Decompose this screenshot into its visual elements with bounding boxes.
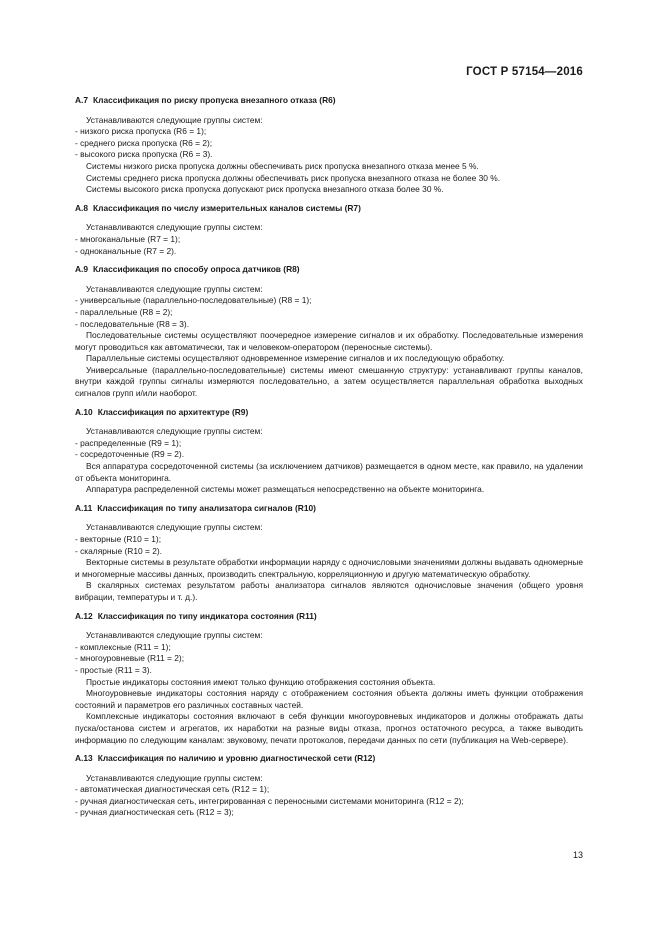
list-intro: Устанавливаются следующие группы систем: bbox=[86, 426, 263, 437]
list-intro: Устанавливаются следующие группы систем: bbox=[86, 630, 263, 641]
section-content bbox=[75, 630, 583, 746]
list-item: - ручная диагностическая сеть (R12 = 3); bbox=[75, 807, 234, 818]
page-number: 13 bbox=[572, 850, 583, 860]
list-item: - сосредоточенные (R9 = 2). bbox=[75, 449, 185, 460]
list-item: - распределенные (R9 = 1); bbox=[75, 437, 182, 448]
section-title bbox=[75, 407, 583, 419]
section-number: А.11 bbox=[75, 502, 93, 513]
section-number: А.13 bbox=[75, 753, 93, 764]
section-title bbox=[75, 203, 583, 215]
section-heading: Классификация по риску пропуска внезапного отказа (R6) bbox=[93, 95, 336, 105]
section-title bbox=[75, 95, 583, 107]
paragraph: Универсальные (параллельно-последовательные) системы имеют смешанную структуру: устанавливают группы каналов, внутри каждой группы сигналы измеряются последовательно, а затем осуществляется параллельная обработка выходных сигналов групп и/или наоборот. bbox=[75, 364, 583, 399]
list-intro: Устанавливаются следующие группы систем: bbox=[86, 114, 263, 125]
list-item: - универсальные (параллельно-последовательные) (R8 = 1); bbox=[75, 295, 312, 306]
list-item: - простые (R11 = 3). bbox=[75, 664, 152, 675]
section-content bbox=[75, 284, 583, 400]
list-item: - параллельные (R8 = 2); bbox=[75, 306, 173, 317]
paragraph: Вся аппаратура сосредоточенной системы (за исключением датчиков) размещается в одном месте, как правило, на удалении от объекта мониторинга. bbox=[75, 461, 583, 483]
section-number: А.9 bbox=[75, 264, 89, 275]
paragraph: Простые индикаторы состояния имеют только функцию отображения состояния объекта. bbox=[86, 676, 436, 687]
section-content bbox=[75, 522, 583, 603]
text-line: Системы высокого риска пропуска допускают риск пропуска внезапного отказа более 30 %. bbox=[86, 184, 444, 195]
section-a9 bbox=[75, 264, 583, 400]
paragraph: Векторные системы в результате обработки информации наряду с одночисловыми значениями должны выдавать одномерные и многомерные массивы данных, производить спектральную, корреляционную и другую математическую обработку. bbox=[75, 557, 584, 579]
list-item: - векторные (R10 = 1); bbox=[75, 534, 162, 544]
list-item: - среднего риска пропуска (R6 = 2); bbox=[75, 137, 213, 148]
list-item: - низкого риска пропуска (R6 = 1); bbox=[75, 126, 207, 137]
section-a8 bbox=[75, 203, 583, 257]
paragraph: Последовательные системы осуществляют поочередное измерение сигналов и их обработку. Последовательные измерения могут проводиться как автоматически, так и человеком-оператором (переносные системы). bbox=[75, 330, 583, 352]
text-line: Системы среднего риска пропуска должны обеспечивать риск пропуска внезапного отказа не более 30 %. bbox=[86, 172, 501, 183]
document-body bbox=[75, 95, 583, 826]
section-content bbox=[75, 115, 583, 196]
paragraph: Параллельные системы осуществляют одновременное измерение сигналов и их последующую обработку. bbox=[86, 353, 505, 364]
section-heading: Классификация по типу анализатора сигналов (R10) bbox=[97, 502, 316, 513]
section-heading: Классификация по способу опроса датчиков (R8) bbox=[93, 264, 300, 275]
list-item: - многоуровневые (R11 = 2); bbox=[75, 653, 185, 664]
list-item: - многоканальные (R7 = 1); bbox=[75, 233, 181, 244]
list-item: - скалярные (R10 = 2). bbox=[75, 545, 162, 556]
section-number: А.10 bbox=[75, 406, 93, 417]
section-content bbox=[75, 426, 583, 496]
text-line: Системы низкого риска пропуска должны обеспечивать риск пропуска внезапного отказа менее 5 %. bbox=[86, 160, 479, 171]
section-heading: Классификация по числу измерительных каналов системы (R7) bbox=[93, 202, 361, 213]
section-heading: Классификация по архитектуре (R9) bbox=[97, 406, 249, 417]
section-number: А.8 bbox=[75, 202, 89, 213]
section-number: А.12 bbox=[75, 610, 93, 621]
list-item: - комплексные (R11 = 1); bbox=[75, 641, 171, 652]
document-code: ГОСТ Р 57154—2016 bbox=[466, 66, 583, 78]
section-a11 bbox=[75, 503, 583, 604]
list-intro: Устанавливаются следующие группы систем: bbox=[86, 283, 263, 294]
list-intro: Устанавливаются следующие группы систем: bbox=[86, 522, 263, 533]
section-title bbox=[75, 264, 583, 276]
list-intro: Устанавливаются следующие группы систем: bbox=[86, 222, 263, 233]
section-a13 bbox=[75, 753, 583, 819]
list-item: - высокого риска пропуска (R6 = 3). bbox=[75, 149, 213, 160]
section-a10 bbox=[75, 407, 583, 496]
section-a7 bbox=[75, 95, 583, 196]
section-a12 bbox=[75, 611, 583, 747]
paragraph: Аппаратура распределенной системы может размещаться непосредственно на объекте мониторинга. bbox=[86, 484, 485, 495]
section-heading: Классификация по типу индикатора состояния (R11) bbox=[97, 610, 317, 621]
list-item: - автоматическая диагностическая сеть (R12 = 1); bbox=[75, 784, 270, 795]
paragraph: В скалярных системах результатом работы анализатора сигналов являются одночисловые значения (общего уровня вибрации, температуры и т. д.). bbox=[75, 580, 583, 602]
section-title bbox=[75, 503, 583, 515]
paragraph: Комплексные индикаторы состояния включают в себя функции многоуровневых индикаторов и должны отображать даты пуска/останова систем и агрегатов, их наработки на разные виды отказа, прогноз остаточного ресурса, а также выводить информацию по следующим каналам: звуковому, печати протоколов, передачи данных по сети (публикация на Web-сервере). bbox=[75, 711, 583, 745]
section-title bbox=[75, 611, 583, 623]
paragraph: Многоуровневые индикаторы состояния наряду с отображением состояния объекта должны иметь функции отображения состояний и параметров его различных составных частей. bbox=[75, 688, 583, 710]
list-item: - последовательные (R8 = 3). bbox=[75, 318, 190, 329]
section-content bbox=[75, 222, 583, 257]
list-item: - одноканальные (R7 = 2). bbox=[75, 245, 177, 256]
list-item: - ручная диагностическая сеть, интегрированная с переносными системами мониторинга (R12 = 2); bbox=[75, 795, 464, 806]
section-number: А.7 bbox=[75, 95, 89, 105]
list-intro: Устанавливаются следующие группы систем: bbox=[86, 772, 263, 783]
section-heading: Классификация по наличию и уровню диагностической сети (R12) bbox=[97, 753, 376, 764]
section-content bbox=[75, 773, 583, 819]
section-title bbox=[75, 753, 583, 765]
